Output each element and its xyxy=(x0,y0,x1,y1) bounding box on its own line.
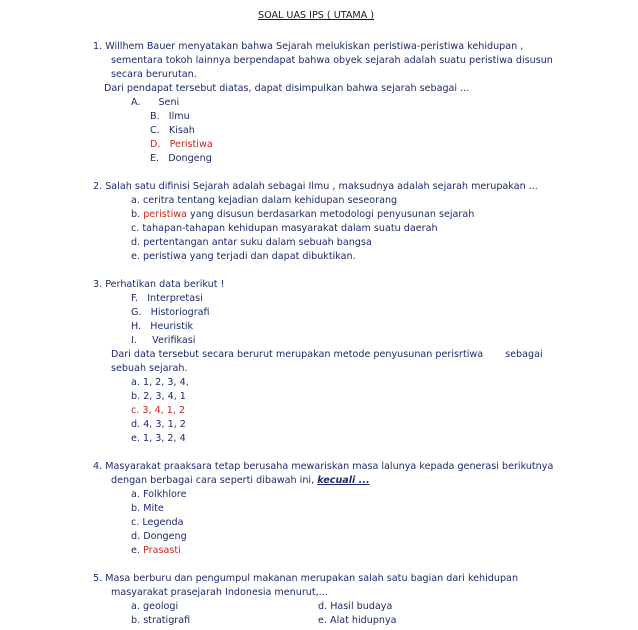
option-c[interactable]: c. tahapan-tahapan kehidupan masyarakat dalam suatu daerah xyxy=(131,223,438,234)
option-e-answer[interactable]: e. Prasasti xyxy=(131,545,181,556)
question-stem-line: masyarakat prasejarah Indonesia menurut,... xyxy=(111,587,328,598)
question-stem-line: 3. Perhatikan data berikut ! xyxy=(93,279,225,290)
question-stem-line: 5. Masa berburu dan pengumpul makanan merupakan salah satu bagian dari kehidupan xyxy=(93,573,519,584)
question-stem-line: 2. Salah satu difinisi Sejarah adalah sebagai Ilmu , maksudnya adalah sejarah merupakan ... xyxy=(93,181,538,192)
question-stem-line: 4. Masyarakat praaksara tetap berusaha mewariskan masa lalunya kepada generasi berikutnya xyxy=(93,461,554,472)
highlighted-word: peristiwa xyxy=(143,209,187,220)
answer-word: Prasasti xyxy=(143,545,181,556)
option-d[interactable]: d. pertentangan antar suku dalam sebuah bangsa xyxy=(131,237,372,248)
question-stem-line: Dari data tersebut secara berurut merupakan metode penyusunan perisrtiwa sebagai xyxy=(111,349,543,360)
option-a[interactable]: A. Seni xyxy=(131,97,180,108)
option-d[interactable]: d. Hasil budaya xyxy=(318,601,393,612)
question-stem-line: dengan berbagai cara seperti dibawah ini, kecuali ... xyxy=(111,475,370,486)
option-e[interactable]: e. 1, 3, 2, 4 xyxy=(131,433,186,444)
option-c-answer[interactable]: c. 3, 4, 1, 2 xyxy=(131,405,186,416)
question-stem-line: secara berurutan. xyxy=(111,69,197,80)
question-stem-line: sementara tokoh lainnya berpendapat bahwa obyek sejarah adalah suatu peristiwa disusun xyxy=(111,55,553,66)
option-e[interactable]: E. Dongeng xyxy=(150,153,212,164)
option-a[interactable]: a. ceritra tentang kejadian dalam kehidupan seseorang xyxy=(131,195,398,206)
option-d-answer[interactable]: D. Peristiwa xyxy=(150,139,213,150)
option-b[interactable]: B. Ilmu xyxy=(150,111,190,122)
option-a[interactable]: a. geologi xyxy=(131,601,179,612)
option-a[interactable]: a. Folkhlore xyxy=(131,489,187,500)
question-stem-line: Dari pendapat tersebut diatas, dapat disimpulkan bahwa sejarah sebagai ... xyxy=(104,83,470,94)
option-c[interactable]: c. Legenda xyxy=(131,517,184,528)
data-item: F. Interpretasi xyxy=(131,293,203,304)
option-b[interactable]: b. 2, 3, 4, 1 xyxy=(131,391,186,402)
option-d[interactable]: d. Dongeng xyxy=(131,531,187,542)
document-title: SOAL UAS IPS ( UTAMA ) xyxy=(258,10,375,21)
question-stem-line: sebuah sejarah. xyxy=(111,363,188,374)
option-e[interactable]: e. Alat hidupnya xyxy=(318,615,397,626)
data-item: I. Verifikasi xyxy=(131,335,196,346)
data-item: G. Historiografi xyxy=(131,307,210,318)
option-a[interactable]: a. 1, 2, 3, 4, xyxy=(131,377,189,388)
question-stem-line: 1. Willhem Bauer menyatakan bahwa Sejarah melukiskan peristiwa-peristiwa kehidupan , xyxy=(93,41,524,52)
option-d[interactable]: d. 4, 3, 1, 2 xyxy=(131,419,186,430)
option-b[interactable]: b. Mite xyxy=(131,503,164,514)
option-b[interactable]: b. stratigrafi xyxy=(131,615,191,626)
option-b[interactable]: b. peristiwa yang disusun berdasarkan metodologi penyusunan sejarah xyxy=(131,209,475,220)
option-e[interactable]: e. peristiwa yang terjadi dan dapat dibuktikan. xyxy=(131,251,356,262)
option-c[interactable]: C. Kisah xyxy=(150,125,195,136)
kecuali-emphasis: kecuali ... xyxy=(317,475,370,486)
data-item: H. Heuristik xyxy=(131,321,194,332)
